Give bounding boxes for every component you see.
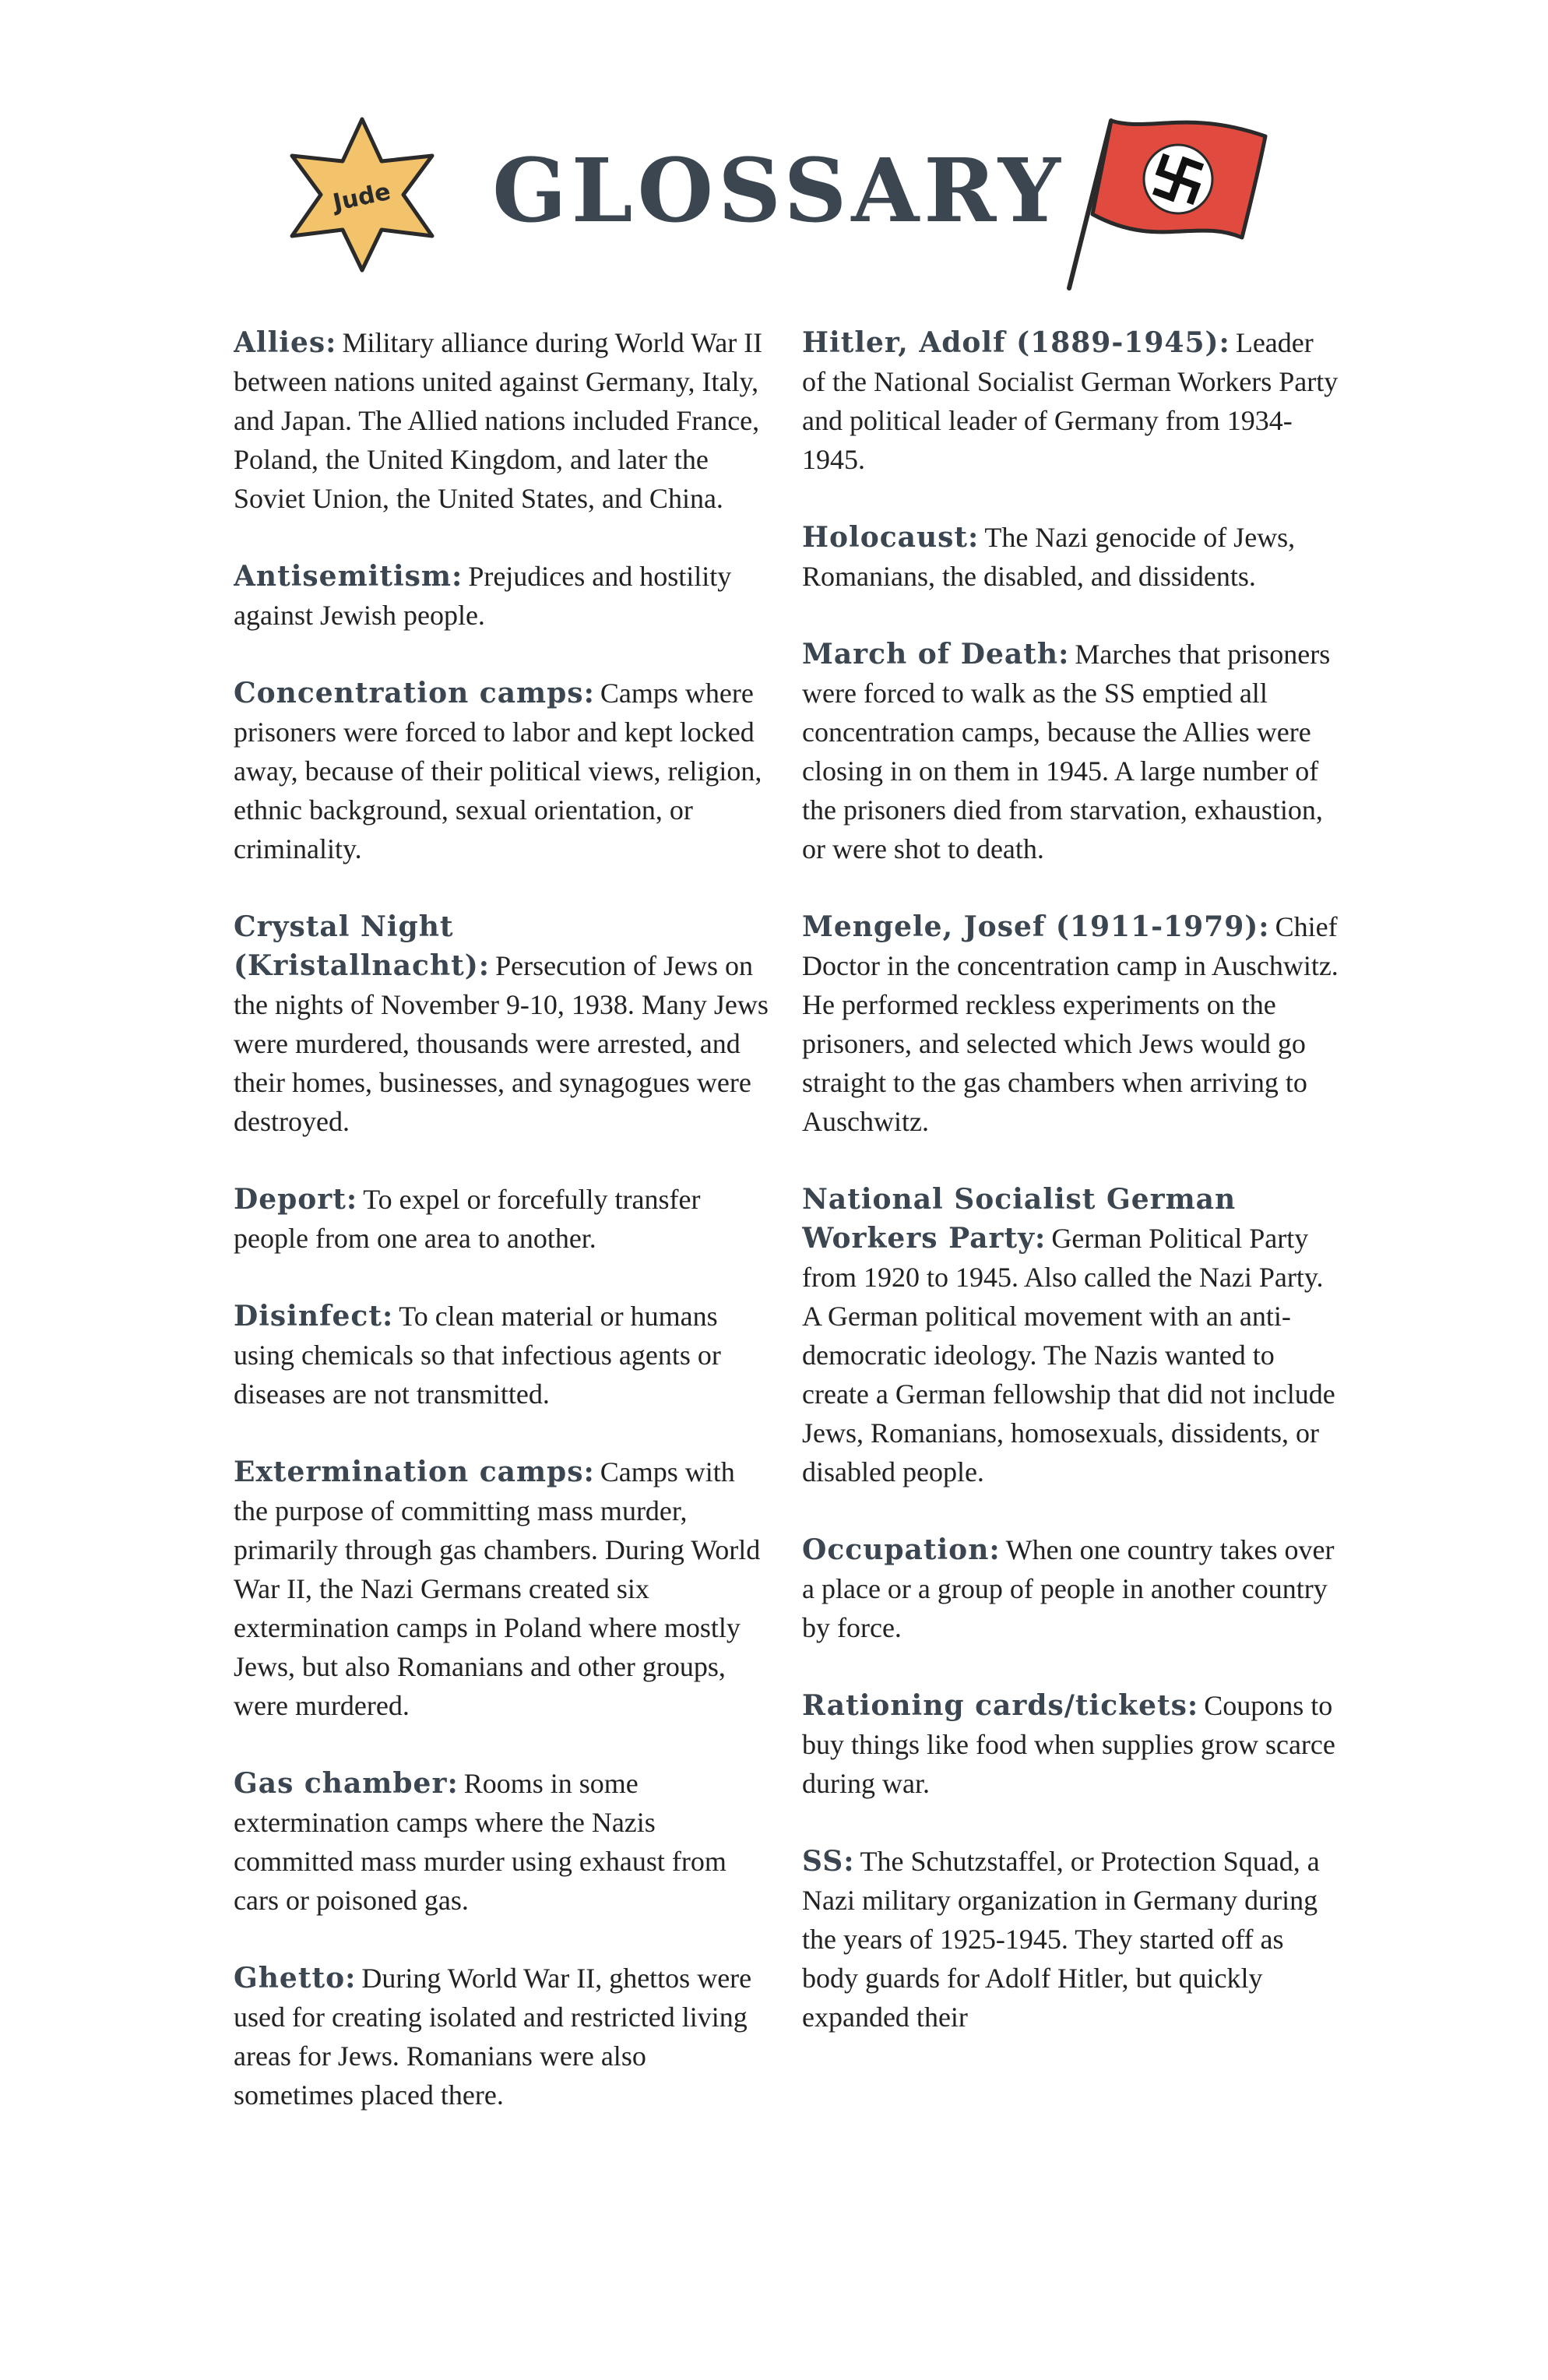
glossary-term: Ghetto xyxy=(234,1962,346,1994)
yellow-star-icon xyxy=(280,113,444,276)
glossary-entry: Concentration camps: Camps where prisoners were forced to labor and kept locked away, because of their political views, religion, ethnic background, sexual orientation, or criminality. xyxy=(234,677,762,864)
glossary-entry: Rationing cards/tickets: Coupons to buy things like food when supplies grow scarce during war. xyxy=(802,1689,1335,1799)
glossary-term: Hitler, Adolf (1889-1945) xyxy=(802,326,1219,359)
glossary-definition: To expel or forcefully transfer people from one area to another. xyxy=(234,1184,701,1254)
glossary-definition: Camps with the purpose of committing mass murder, primarily through gas chambers. During World War II, the Nazi Germans created six extermination camps in Poland where mostly Jews, but also Romanians and other groups, were murdered. xyxy=(234,1456,761,1721)
glossary-entry: Antisemitism: Prejudices and hostility against Jewish people. xyxy=(234,560,732,631)
glossary-definition: Military alliance during World War II between nations united against Germany, Italy, and Japan. The Allied nations included France, Poland, the United Kingdom, and later the Soviet Union, the United States, and China. xyxy=(234,327,763,514)
page-title: GLOSSARY xyxy=(492,140,1065,242)
star-label: Jude xyxy=(330,178,393,217)
glossary-entry: Hitler, Adolf (1889-1945): Leader of the National Socialist German Workers Party and political leader of Germany from 1934-1945. xyxy=(802,326,1339,475)
glossary-term: National Socialist German Workers Party xyxy=(802,1183,1237,1255)
glossary-entry: Extermination camps: Camps with the purpose of committing mass murder, primarily through gas chambers. During World War II, the Nazi Germans created six extermination camps in Poland where mostly Jews, but also Romanians and other groups, were murdered. xyxy=(234,1456,761,1721)
glossary-right-column xyxy=(802,323,1339,2161)
glossary-entry: SS: The Schutzstaffel, or Protection Squad, a Nazi military organization in Germany during the years of 1925-1945. They started off as body guards for Adolf Hitler, but quickly expanded their xyxy=(802,1845,1320,2033)
glossary-term: Concentration camps xyxy=(234,677,584,709)
glossary-definition: The Schutzstaffel, or Protection Squad, a Nazi military organization in Germany during the years of 1925-1945. They started off as body guards for Adolf Hitler, but quickly expanded their xyxy=(802,1846,1320,2033)
glossary-entry: Deport: To expel or forcefully transfer people from one area to another. xyxy=(234,1183,701,1254)
glossary-entry: Ghetto: During World War II, ghettos were used for creating isolated and restricted living areas for Jews. Romanians were also sometimes placed there. xyxy=(234,1962,752,2111)
glossary-definition: German Political Party from 1920 to 1945. Also called the Nazi Party. A German political movement with an anti-democratic ideology. The Nazis wanted to create a German fellowship that did not include Jews, Romanians, homosexuals, dissidents, or disabled people. xyxy=(802,1223,1335,1488)
glossary-definition: During World War II, ghettos were used for creating isolated and restricted living areas for Jews. Romanians were also sometimes placed there. xyxy=(234,1963,752,2111)
nazi-flag-icon xyxy=(1055,105,1273,296)
glossary-entry: Allies: Military alliance during World War II between nations united against Germany, Italy, and Japan. The Allied nations included France, Poland, the United Kingdom, and later the Soviet Union, the United States, and China. xyxy=(234,326,763,514)
glossary-entry: Disinfect: To clean material or humans using chemicals so that infectious agents or diseases are not transmitted. xyxy=(234,1300,721,1410)
glossary-header xyxy=(0,93,1548,296)
glossary-definition: Coupons to buy things like food when supplies grow scarce during war. xyxy=(802,1690,1335,1799)
glossary-entry: Crystal Night (Kristallnacht): Persecution of Jews on the nights of November 9-10, 1938. Many Jews were murdered, thousands were arrested, and their homes, businesses, and synagogues were destroyed. xyxy=(234,910,769,1137)
glossary-term: Rationing cards/tickets xyxy=(802,1689,1187,1722)
glossary-term: Gas chamber xyxy=(234,1767,448,1800)
glossary-term: Holocaust xyxy=(802,521,969,554)
glossary-term: Extermination camps xyxy=(234,1456,584,1488)
glossary-term: Crystal Night (Kristallnacht) xyxy=(234,910,479,982)
glossary-entry: Occupation: When one country takes over a place or a group of people in another country by force. xyxy=(802,1533,1335,1643)
glossary-definition: Chief Doctor in the concentration camp in Auschwitz. He performed reckless experiments on the prisoners, and selected which Jews would go straight to the gas chambers when arriving to Auschwitz. xyxy=(802,911,1339,1137)
glossary-entry: March of Death: Marches that prisoners were forced to walk as the SS emptied all concentration camps, because the Allies were closing in on them in 1945. A large number of the prisoners died from starvation, exhaustion, or were shot to death. xyxy=(802,638,1331,864)
glossary-entry: Mengele, Josef (1911-1979): Chief Doctor in the concentration camp in Auschwitz. He performed reckless experiments on the prisoners, and selected which Jews would go straight to the gas chambers when arriving to Auschwitz. xyxy=(802,910,1339,1137)
glossary-definition: When one country takes over a place or a group of people in another country by force. xyxy=(802,1534,1335,1643)
glossary-definition: Leader of the National Socialist German Workers Party and political leader of Germany from 1934-1945. xyxy=(802,327,1339,475)
glossary-term: Mengele, Josef (1911-1979) xyxy=(802,910,1259,943)
glossary-entry: National Socialist German Workers Party: German Political Party from 1920 to 1945. Also called the Nazi Party. A German political movement with an anti-democratic ideology. The Nazis wanted to create a German fellowship that did not include Jews, Romanians, homosexuals, dissidents, or disabled people. xyxy=(802,1183,1335,1488)
glossary-term: Disinfect xyxy=(234,1300,382,1333)
glossary-term: Occupation xyxy=(802,1533,990,1566)
glossary-definition: Persecution of Jews on the nights of November 9-10, 1938. Many Jews were murdered, thousands were arrested, and their homes, businesses, and synagogues were destroyed. xyxy=(234,950,769,1137)
glossary-entry: Holocaust: The Nazi genocide of Jews, Romanians, the disabled, and dissidents. xyxy=(802,521,1296,592)
glossary-term: March of Death xyxy=(802,638,1059,671)
glossary-term: Antisemitism xyxy=(234,560,452,593)
glossary-definition: To clean material or humans using chemicals so that infectious agents or diseases are not transmitted. xyxy=(234,1301,721,1410)
glossary-definition: The Nazi genocide of Jews, Romanians, the disabled, and dissidents. xyxy=(802,522,1296,592)
glossary-term: Deport xyxy=(234,1183,347,1216)
glossary-definition: Marches that prisoners were forced to walk as the SS emptied all concentration camps, because the Allies were closing in on them in 1945. A large number of the prisoners died from starvation, exhaustion, or were shot to death. xyxy=(802,639,1331,864)
glossary-definition: Prejudices and hostility against Jewish people. xyxy=(234,561,732,631)
glossary-left-column xyxy=(234,323,771,2161)
glossary-entry: Gas chamber: Rooms in some extermination camps where the Nazis committed mass murder using exhaust from cars or poisoned gas. xyxy=(234,1767,727,1916)
glossary-definition: Rooms in some extermination camps where the Nazis committed mass murder using exhaust from cars or poisoned gas. xyxy=(234,1768,727,1916)
glossary-definition: Camps where prisoners were forced to labor and kept locked away, because of their political views, religion, ethnic background, sexual orientation, or criminality. xyxy=(234,678,762,864)
glossary-term: Allies xyxy=(234,326,326,359)
glossary-term: SS xyxy=(802,1845,844,1878)
